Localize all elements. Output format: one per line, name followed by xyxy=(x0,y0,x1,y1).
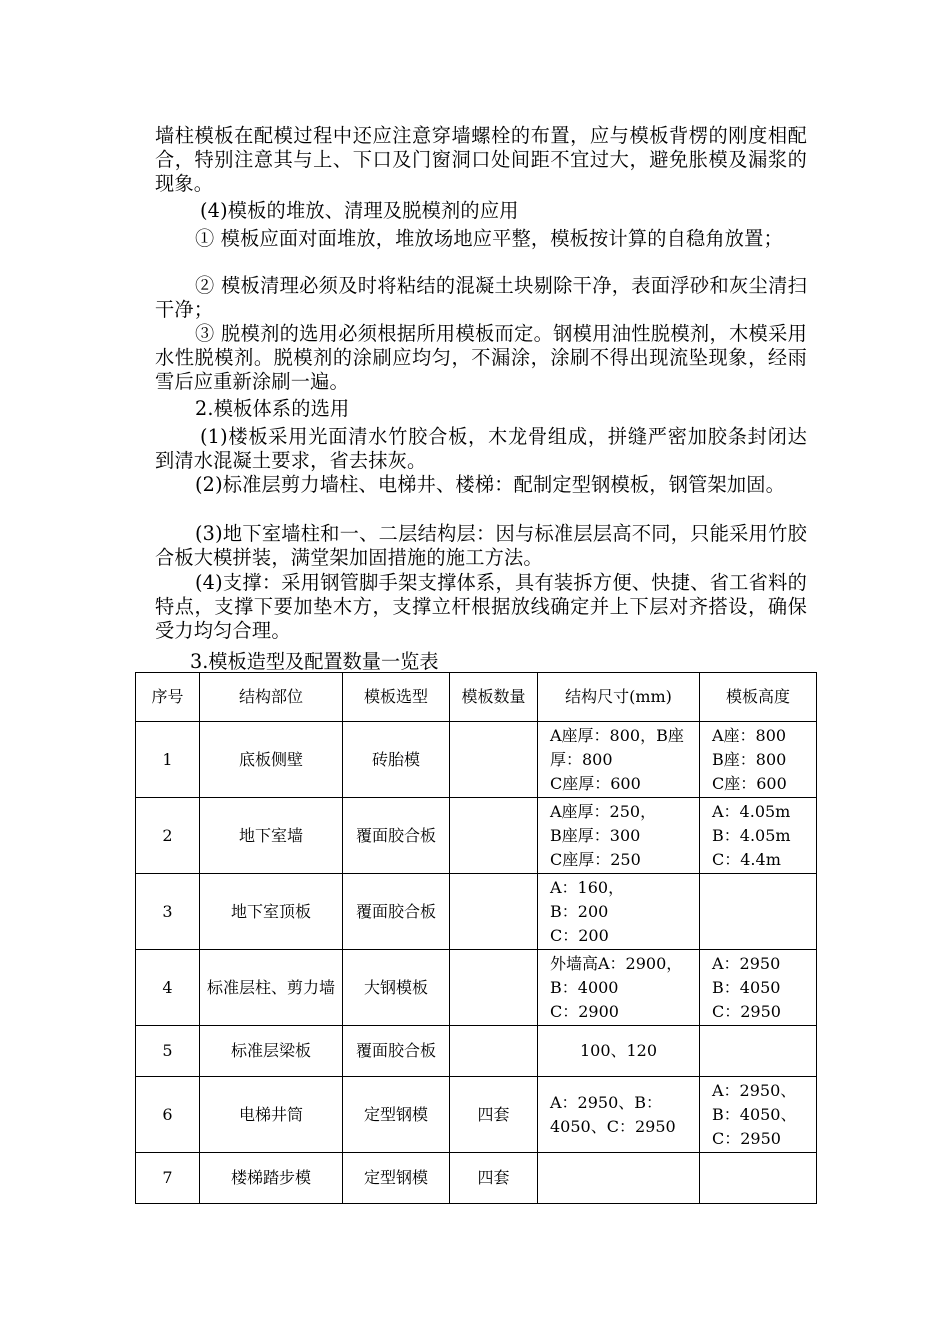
paragraph-block-7 xyxy=(155,425,807,473)
cell-size: A：160， B：200 C：200 xyxy=(538,874,700,950)
table-row xyxy=(136,798,817,874)
table-body xyxy=(136,722,817,1204)
header-height: 模板高度 xyxy=(700,673,817,722)
header-type: 模板选型 xyxy=(343,673,450,722)
cell-seq: 4 xyxy=(136,950,200,1026)
cell-part: 楼梯踏步模 xyxy=(200,1153,343,1204)
cell-type: 覆面胶合板 xyxy=(343,798,450,874)
cell-type: 大钢模板 xyxy=(343,950,450,1026)
cell-size: A座厚：250， B座厚：300 C座厚：250 xyxy=(538,798,700,874)
cell-part: 标准层柱、剪力墙 xyxy=(200,950,343,1026)
cell-part: 电梯井筒 xyxy=(200,1077,343,1153)
cell-size: 外墙高A：2900， B：4000 C：2900 xyxy=(538,950,700,1026)
paragraph-system-2: (2)标准层剪力墙柱、电梯井、楼梯：配制定型钢模板，钢管架加固。 xyxy=(195,473,786,496)
heading-formwork-system: 2.模板体系的选用 xyxy=(195,397,350,420)
table-header-row xyxy=(136,673,817,722)
cell-part: 标准层梁板 xyxy=(200,1026,343,1077)
paragraph-system-4: (4)支撑：采用钢管脚手架支撑体系，具有装拆方便、快捷、省工省料的特点，支撑下要加垫木方，支撑立杆根据放线确定并上下层对齐搭设，确保受力均匀合理。 xyxy=(155,571,807,642)
cell-quantity xyxy=(450,874,538,950)
cell-height: A：4.05m B：4.05m C：4.4m xyxy=(700,798,817,874)
paragraph-block-9 xyxy=(155,522,807,570)
cell-type: 覆面胶合板 xyxy=(343,874,450,950)
cell-quantity xyxy=(450,798,538,874)
table-caption: 3.模板造型及配置数量一览表 xyxy=(190,650,439,673)
header-part: 结构部位 xyxy=(200,673,343,722)
table-row xyxy=(136,1153,817,1204)
paragraph-block-1 xyxy=(155,124,807,196)
cell-part: 底板侧壁 xyxy=(200,722,343,798)
cell-type: 砖胎模 xyxy=(343,722,450,798)
paragraph-block-10 xyxy=(155,571,807,643)
cell-seq: 5 xyxy=(136,1026,200,1077)
cell-quantity xyxy=(450,950,538,1026)
table-row xyxy=(136,1026,817,1077)
paragraph-item-1: ① 模板应面对面堆放，堆放场地应平整，模板按计算的自稳角放置； xyxy=(195,227,783,250)
cell-seq: 2 xyxy=(136,798,200,874)
cell-size: A：2950、B：4050、C：2950 xyxy=(538,1077,700,1153)
heading-storage: (4)模板的堆放、清理及脱模剂的应用 xyxy=(200,199,519,222)
cell-size xyxy=(538,1153,700,1204)
table-row xyxy=(136,874,817,950)
cell-size: 100、120 xyxy=(538,1026,700,1077)
cell-type: 覆面胶合板 xyxy=(343,1026,450,1077)
cell-size: A座厚：800，B座厚：800 C座厚：600 xyxy=(538,722,700,798)
paragraph-block-3 xyxy=(155,227,807,251)
cell-quantity xyxy=(450,1026,538,1077)
cell-quantity: 四套 xyxy=(450,1153,538,1204)
cell-height: A：2950、B：4050、C：2950 xyxy=(700,1077,817,1153)
cell-height: A座：800 B座：800 C座：600 xyxy=(700,722,817,798)
table-row xyxy=(136,722,817,798)
paragraph-wall-bolts: 墙柱模板在配模过程中还应注意穿墙螺栓的布置，应与模板背楞的刚度相配合，特别注意其与上、下口及门窗洞口处间距不宜过大，避免胀模及漏浆的现象。 xyxy=(155,124,807,195)
paragraph-item-2: ② 模板清理必须及时将粘结的混凝土块剔除干净，表面浮砂和灰尘清扫干净； xyxy=(155,274,807,321)
cell-seq: 1 xyxy=(136,722,200,798)
cell-type: 定型钢模 xyxy=(343,1077,450,1153)
paragraph-block-5 xyxy=(155,322,807,394)
header-seq: 序号 xyxy=(136,673,200,722)
cell-type: 定型钢模 xyxy=(343,1153,450,1204)
paragraph-item-3: ③ 脱模剂的选用必须根据所用模板而定。钢模用油性脱模剂，木模采用水性脱模剂。脱模剂的涂刷应均匀，不漏涂，涂刷不得出现流坠现象，经雨雪后应重新涂刷一遍。 xyxy=(155,322,807,393)
cell-seq: 3 xyxy=(136,874,200,950)
cell-height xyxy=(700,874,817,950)
cell-quantity xyxy=(450,722,538,798)
paragraph-block-6 xyxy=(155,397,807,421)
paragraph-system-1: (1)楼板采用光面清水竹胶合板，木龙骨组成，拼缝严密加胶条封闭达到清水混凝土要求，省去抹灰。 xyxy=(155,425,807,472)
header-size: 结构尺寸(mm) xyxy=(538,673,700,722)
cell-quantity: 四套 xyxy=(450,1077,538,1153)
table-row xyxy=(136,950,817,1026)
header-quantity: 模板数量 xyxy=(450,673,538,722)
cell-seq: 7 xyxy=(136,1153,200,1204)
cell-part: 地下室墙 xyxy=(200,798,343,874)
cell-seq: 6 xyxy=(136,1077,200,1153)
paragraph-block-8 xyxy=(155,473,807,497)
paragraph-block-4 xyxy=(155,274,807,322)
cell-part: 地下室顶板 xyxy=(200,874,343,950)
cell-height xyxy=(700,1026,817,1077)
cell-height xyxy=(700,1153,817,1204)
cell-height: A：2950 B：4050 C：2950 xyxy=(700,950,817,1026)
paragraph-block-2 xyxy=(155,199,807,223)
paragraph-system-3: (3)地下室墙柱和一、二层结构层：因与标准层层高不同，只能采用竹胶合板大模拼装，满堂架加固措施的施工方法。 xyxy=(155,522,807,569)
formwork-table xyxy=(135,672,817,1204)
table-row xyxy=(136,1077,817,1153)
